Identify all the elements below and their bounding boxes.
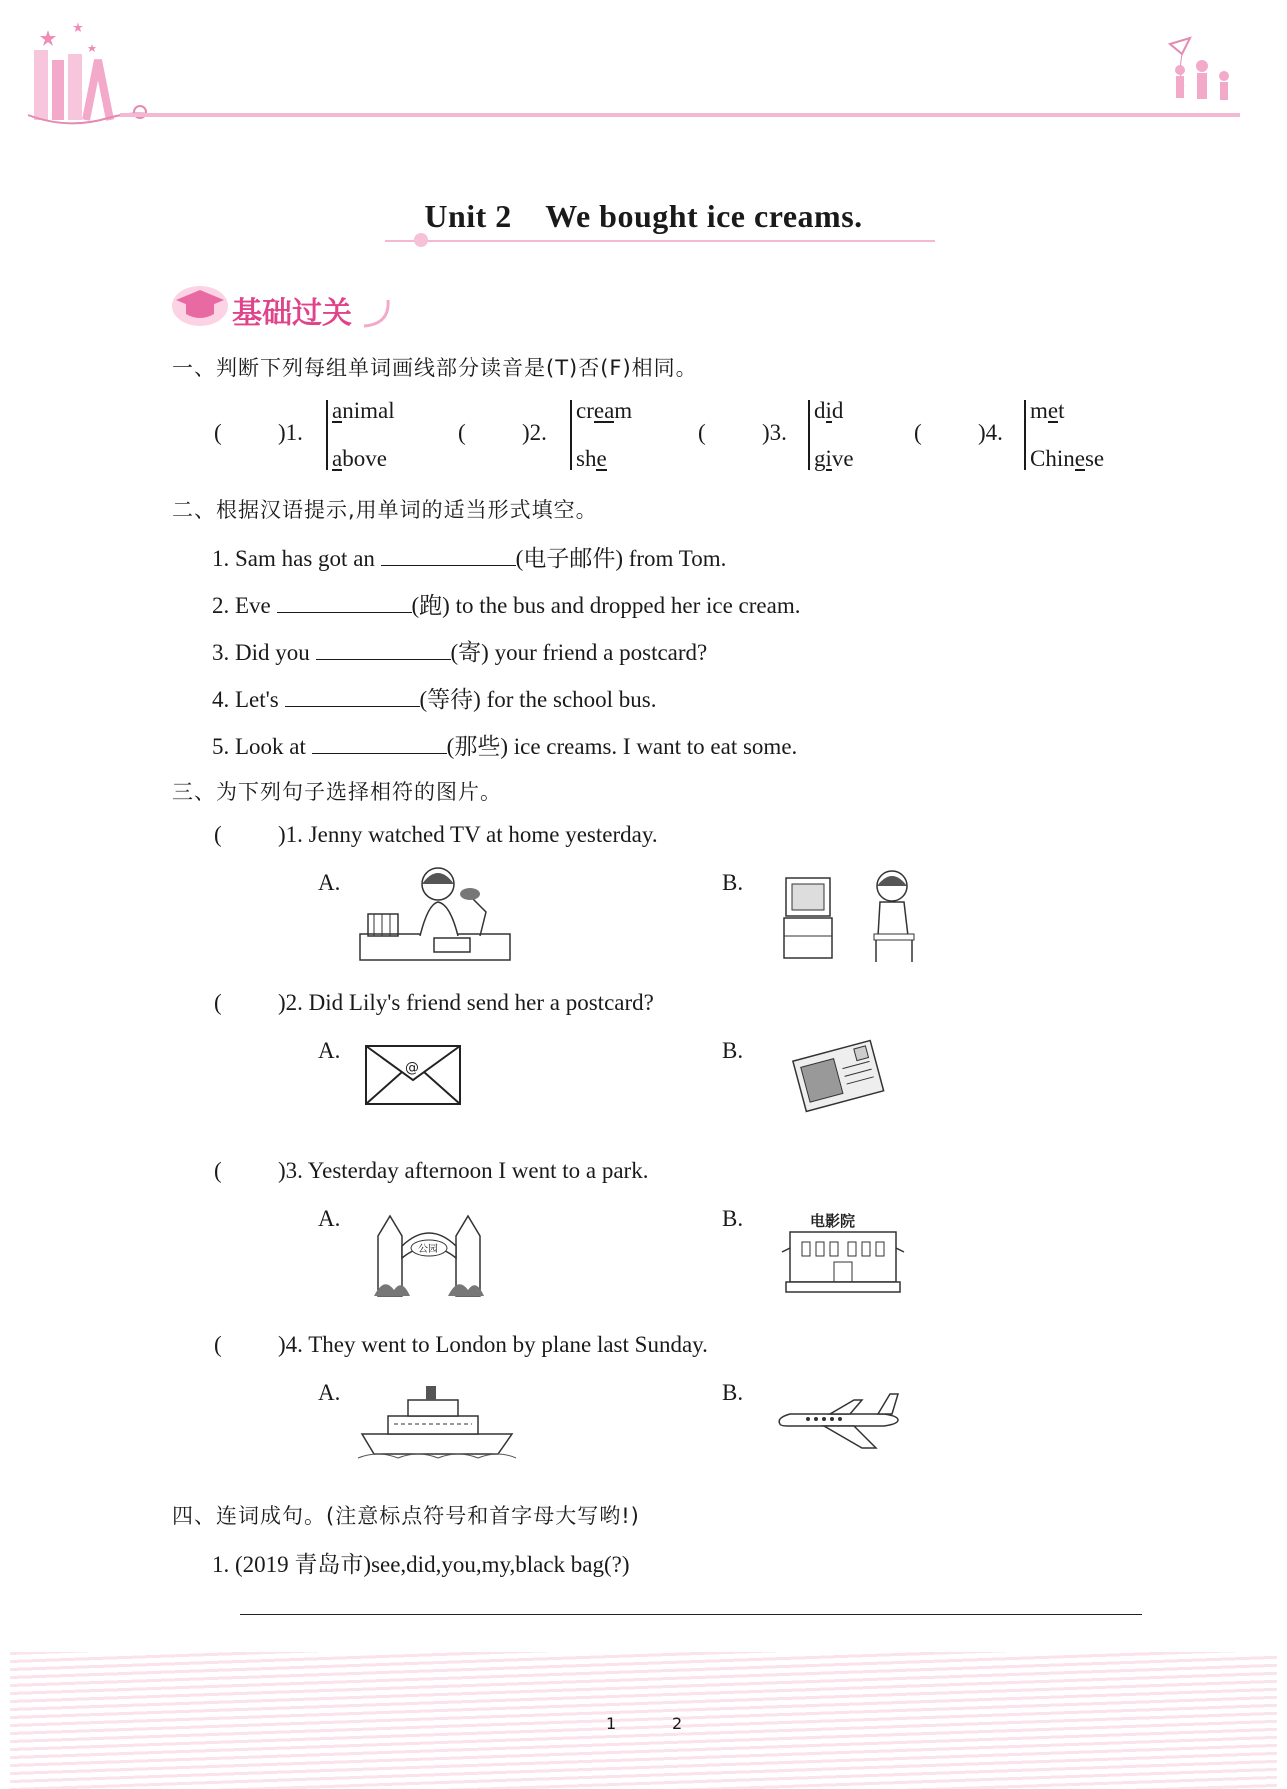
section-title-tail [360, 296, 400, 332]
q2-heading: 二、根据汉语提示,用单词的适当形式填空。 [172, 498, 598, 522]
option-b-label: B. [722, 870, 744, 895]
option-a-label: A. [318, 1206, 341, 1231]
girl-studying-icon[interactable] [358, 864, 528, 964]
answer-blank[interactable] [312, 735, 447, 754]
word-brace [1024, 400, 1026, 470]
page-title: Unit 2 We bought ice creams. [424, 198, 863, 234]
q2-line-3 [212, 634, 707, 667]
chinese-hint: (跑) [411, 593, 450, 618]
word-top: cream [576, 398, 633, 423]
answer-line[interactable] [240, 1614, 1142, 1615]
q2-line-5 [212, 728, 797, 761]
word-bottom: she [576, 446, 607, 471]
q2-line-1 [212, 540, 726, 573]
q1-heading: 一、判断下列每组单词画线部分读音是(T)否(F)相同。 [172, 356, 698, 380]
word-brace [326, 400, 328, 470]
q4-heading: 四、连词成句。(注意标点符号和首字母大写哟!) [172, 1504, 640, 1528]
cinema-sign: 电影院 [810, 1212, 856, 1230]
answer-paren[interactable]: ( [214, 1158, 222, 1183]
answer-blank[interactable] [316, 641, 451, 660]
word-bottom: Chinese [1030, 446, 1105, 471]
option-a-label: A. [318, 870, 341, 895]
q2-text: 2. Eve [212, 593, 271, 618]
word-top: did [814, 398, 844, 423]
page-number-left: 1 [606, 1714, 617, 1733]
answer-paren[interactable]: ( [214, 822, 222, 847]
word-bottom: above [332, 446, 387, 471]
q2-line-4 [212, 681, 657, 714]
q3-sentence-2: )2. Did Lily's friend send her a postcard? [278, 990, 654, 1015]
header-rule [120, 113, 1240, 117]
answer-paren[interactable]: ( [698, 420, 706, 445]
park-gate-icon[interactable] [374, 1206, 484, 1298]
word-brace [808, 400, 810, 470]
word-top: animal [332, 398, 395, 423]
q3-heading: 三、为下列句子选择相符的图片。 [172, 780, 502, 804]
word-brace [570, 400, 572, 470]
answer-paren[interactable]: ( [214, 990, 222, 1015]
option-a-label: A. [318, 1380, 341, 1405]
q3-sentence-4: )4. They went to London by plane last Sunday. [278, 1332, 708, 1357]
title-underline [385, 240, 935, 242]
svg-text:@: @ [405, 1060, 419, 1076]
q2-text: to the bus and dropped her ice cream. [455, 593, 801, 618]
park-sign: 公园 [418, 1244, 438, 1255]
q3-sentence-3: )3. Yesterday afternoon I went to a park. [278, 1158, 649, 1183]
answer-paren[interactable]: ( [458, 420, 466, 445]
item-number: )4. [978, 420, 1003, 445]
answer-blank[interactable] [381, 547, 516, 566]
answer-paren[interactable]: ( [214, 420, 222, 445]
item-number: )2. [522, 420, 547, 445]
word-top: met [1030, 398, 1065, 423]
email-envelope-icon[interactable] [364, 1044, 462, 1106]
q2-text: 1. Sam has got an [212, 546, 375, 571]
chinese-hint: (等待) [419, 687, 481, 712]
title-dot [414, 233, 428, 247]
q2-line-2 [212, 587, 800, 620]
footer-band [10, 1652, 1277, 1789]
q2-text: 4. Let's [212, 687, 279, 712]
chinese-hint: (寄) [450, 640, 489, 665]
q3-sentence-1: )1. Jenny watched TV at home yesterday. [278, 822, 658, 847]
word-bottom: give [814, 446, 854, 471]
graduation-cap-icon [170, 282, 232, 330]
answer-blank[interactable] [285, 688, 420, 707]
cinema-building-icon[interactable] [780, 1212, 906, 1296]
q2-text: from Tom. [628, 546, 727, 571]
section-title: 基础过关 [232, 296, 352, 331]
answer-paren[interactable]: ( [214, 1332, 222, 1357]
item-number: )1. [278, 420, 303, 445]
postcard-icon[interactable] [792, 1036, 884, 1114]
q2-text: 5. Look at [212, 734, 306, 759]
q2-text: for the school bus. [486, 687, 657, 712]
kids-kite-icon [1160, 36, 1240, 116]
answer-blank[interactable] [277, 594, 412, 613]
item-number: )3. [762, 420, 787, 445]
chinese-hint: (那些) [446, 734, 508, 759]
option-b-label: B. [722, 1038, 744, 1063]
option-b-label: B. [722, 1206, 744, 1231]
airplane-icon[interactable] [774, 1390, 904, 1450]
option-b-label: B. [722, 1380, 744, 1405]
chinese-hint: (电子邮件) [515, 546, 623, 571]
girl-watching-tv-icon[interactable] [782, 866, 932, 966]
ship-icon[interactable] [358, 1384, 516, 1460]
q2-text: ice creams. I want to eat some. [513, 734, 798, 759]
q4-item-1: 1. (2019 青岛市)see,did,you,my,black bag(?) [212, 1552, 630, 1577]
q2-text: 3. Did you [212, 640, 310, 665]
answer-paren[interactable]: ( [914, 420, 922, 445]
q2-text: your friend a postcard? [494, 640, 708, 665]
option-a-label: A. [318, 1038, 341, 1063]
page-number-right: 2 [672, 1714, 683, 1733]
